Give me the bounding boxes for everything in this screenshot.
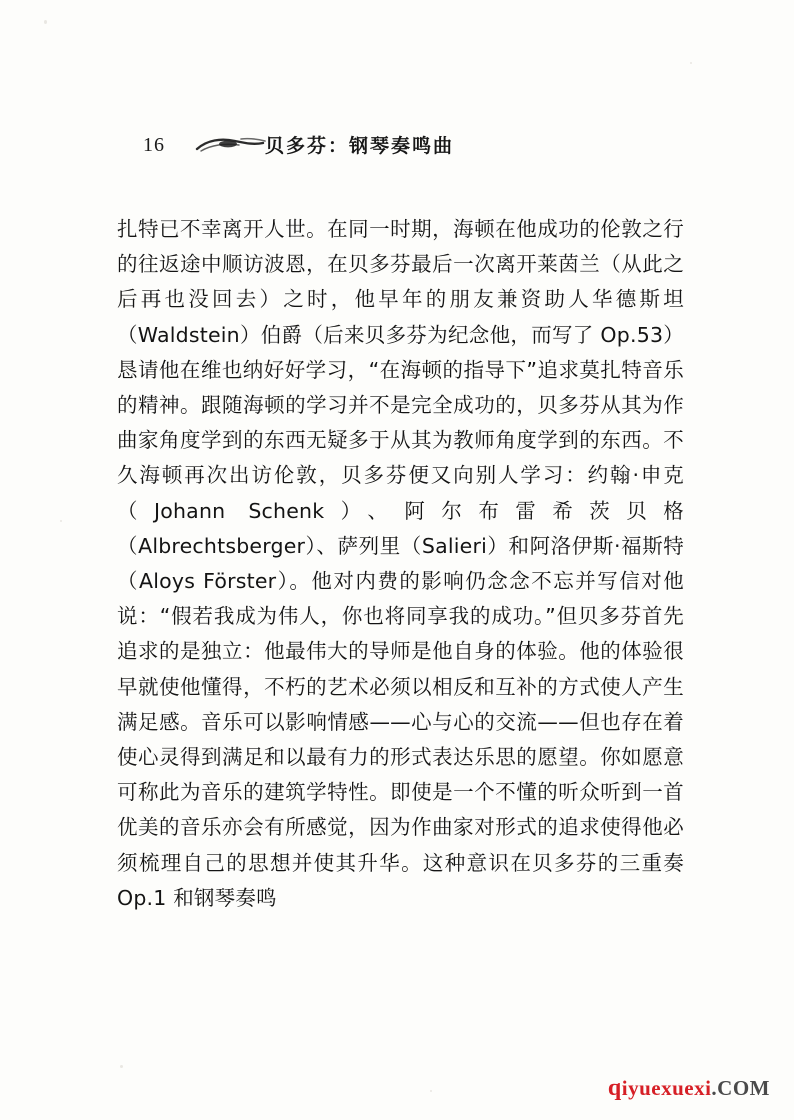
running-title: 贝多芬：钢琴奏鸣曲 (265, 135, 455, 157)
page-speckle (44, 20, 47, 24)
watermark-name: iyuexuexi (621, 1076, 712, 1100)
page-speckle (690, 62, 692, 64)
body-text-block (117, 212, 684, 916)
page-header (0, 128, 794, 168)
page-speckle (120, 1065, 123, 1068)
page-number: 16 (143, 134, 165, 156)
page-speckle (430, 1090, 432, 1092)
brush-flourish-ornament (195, 136, 267, 154)
body-paragraph: 扎特已不幸离开人世。在同一时期，海顿在他成功的伦敦之行的往返途中顺访波恩，在贝多芬最后一次离开莱茵兰（从此之后再也没回去）之时，他早年的朋友兼资助人华德斯坦（Waldstein）伯爵（后来贝多芬为纪念他，而写了 Op.53）恳请他在维也纳好好学习，“在海顿的指导下”追求莫扎特音乐的精神。跟随海顿的学习并不是完全成功的，贝多芬从其为作曲家角度学到的东西无疑多于从其为教师角度学到的东西。不久海顿再次出访伦敦，贝多芬便又向别人学习：约翰·申克（Johann Schenk）、阿尔布雷希茨贝格（Albrechtsberger）、萨列里（Salieri）和阿洛伊斯·福斯特（Aloys Förster）。他对内费的影响仍念念不忘并写信对他说：“假若我成为伟人，你也将同享我的成功。”但贝多芬首先追求的是独立：他最伟大的导师是他自身的体验。他的体验很早就使他懂得，不朽的艺术必须以相反和互补的方式使人产生满足感。音乐可以影响情感——心与心的交流——但也存在着使心灵得到满足和以最有力的形式表达乐思的愿望。你如愿意可称此为音乐的建筑学特性。即使是一个不懂的听众听到一首优美的音乐亦会有所感觉，因为作曲家对形式的追求使得他必须梳理自己的思想并使其升华。这种意识在贝多芬的三重奏 Op.1 和钢琴奏鸣 (117, 217, 684, 910)
site-watermark (608, 1075, 770, 1102)
watermark-domain: .COM (711, 1076, 770, 1100)
watermark-letter: q (607, 1075, 622, 1101)
page-speckle (60, 520, 62, 522)
